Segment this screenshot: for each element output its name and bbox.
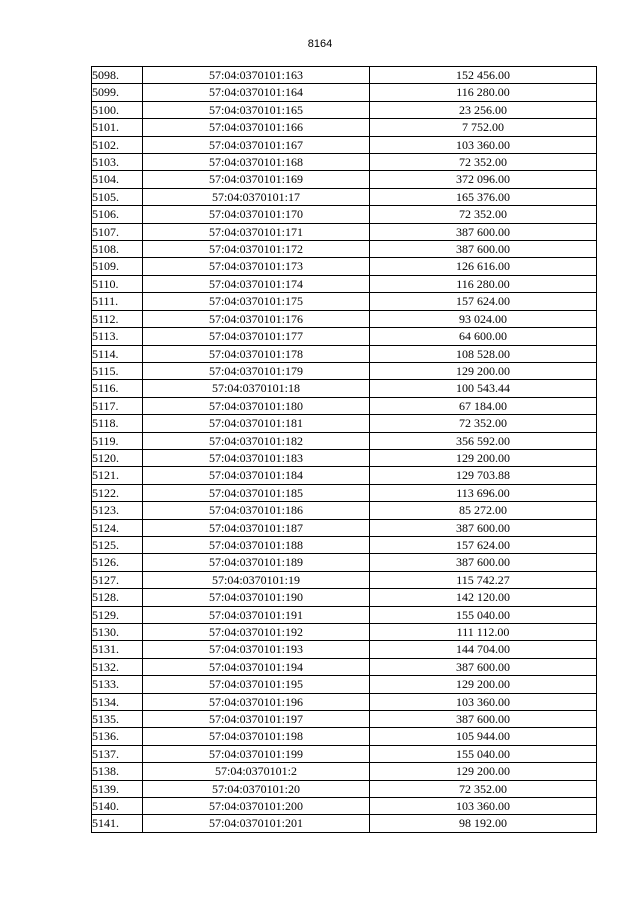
row-number-cell: 5136. [92,728,143,745]
row-number-cell: 5124. [92,519,143,536]
cadastral-value-cell: 103 360.00 [370,136,597,153]
cadastral-number-cell: 57:04:0370101:188 [143,536,370,553]
cadastral-value-cell: 7 752.00 [370,119,597,136]
cadastral-number-cell: 57:04:0370101:186 [143,502,370,519]
cadastral-number-cell: 57:04:0370101:191 [143,606,370,623]
table-row [92,293,597,310]
cadastral-value-cell: 157 624.00 [370,536,597,553]
row-number-cell: 5112. [92,310,143,327]
table-row [92,188,597,205]
row-number-cell: 5115. [92,362,143,379]
cadastral-number-cell: 57:04:0370101:167 [143,136,370,153]
table-row [92,345,597,362]
cadastral-value-cell: 108 528.00 [370,345,597,362]
cadastral-value-cell: 113 696.00 [370,484,597,501]
table-row [92,502,597,519]
cadastral-number-cell: 57:04:0370101:185 [143,484,370,501]
cadastral-value-cell: 93 024.00 [370,310,597,327]
table-row [92,415,597,432]
cadastral-number-cell: 57:04:0370101:171 [143,223,370,240]
row-number-cell: 5140. [92,798,143,815]
row-number-cell: 5121. [92,467,143,484]
row-number-cell: 5113. [92,328,143,345]
table-row [92,84,597,101]
cadastral-number-cell: 57:04:0370101:195 [143,676,370,693]
table-row [92,624,597,641]
cadastral-number-cell: 57:04:0370101:182 [143,432,370,449]
table-row [92,362,597,379]
cadastral-number-cell: 57:04:0370101:184 [143,467,370,484]
cadastral-value-cell: 116 280.00 [370,275,597,292]
cadastral-number-cell: 57:04:0370101:194 [143,658,370,675]
table-row [92,397,597,414]
table-row [92,101,597,118]
table-row [92,275,597,292]
table-body [92,67,597,833]
cadastral-number-cell: 57:04:0370101:178 [143,345,370,362]
cadastral-number-cell: 57:04:0370101:189 [143,554,370,571]
cadastral-number-cell: 57:04:0370101:200 [143,798,370,815]
table-row [92,449,597,466]
cadastral-number-cell: 57:04:0370101:190 [143,589,370,606]
cadastral-value-cell: 387 600.00 [370,554,597,571]
cadastral-number-cell: 57:04:0370101:183 [143,449,370,466]
table-row [92,658,597,675]
row-number-cell: 5131. [92,641,143,658]
row-number-cell: 5114. [92,345,143,362]
row-number-cell: 5122. [92,484,143,501]
table-row [92,258,597,275]
cadastral-number-cell: 57:04:0370101:198 [143,728,370,745]
row-number-cell: 5127. [92,571,143,588]
table-row [92,536,597,553]
cadastral-number-cell: 57:04:0370101:19 [143,571,370,588]
table-row [92,745,597,762]
cadastral-value-cell: 72 352.00 [370,415,597,432]
cadastral-value-cell: 142 120.00 [370,589,597,606]
cadastral-value-cell: 126 616.00 [370,258,597,275]
cadastral-number-cell: 57:04:0370101:193 [143,641,370,658]
row-number-cell: 5105. [92,188,143,205]
row-number-cell: 5129. [92,606,143,623]
cadastral-number-cell: 57:04:0370101:187 [143,519,370,536]
cadastral-value-cell: 129 703.88 [370,467,597,484]
row-number-cell: 5107. [92,223,143,240]
table-row [92,693,597,710]
row-number-cell: 5098. [92,67,143,84]
table-row [92,728,597,745]
table-row [92,171,597,188]
row-number-cell: 5126. [92,554,143,571]
cadastral-number-cell: 57:04:0370101:164 [143,84,370,101]
cadastral-number-cell: 57:04:0370101:168 [143,154,370,171]
table-row [92,310,597,327]
row-number-cell: 5138. [92,763,143,780]
cadastral-number-cell: 57:04:0370101:20 [143,780,370,797]
row-number-cell: 5137. [92,745,143,762]
cadastral-value-cell: 72 352.00 [370,206,597,223]
row-number-cell: 5139. [92,780,143,797]
table-row [92,711,597,728]
row-number-cell: 5119. [92,432,143,449]
table-row [92,467,597,484]
row-number-cell: 5132. [92,658,143,675]
cadastral-value-cell: 155 040.00 [370,606,597,623]
cadastral-value-cell: 387 600.00 [370,711,597,728]
table-row [92,763,597,780]
row-number-cell: 5111. [92,293,143,310]
cadastral-value-cell: 100 543.44 [370,380,597,397]
cadastral-value-cell: 72 352.00 [370,154,597,171]
cadastral-number-cell: 57:04:0370101:196 [143,693,370,710]
cadastral-number-cell: 57:04:0370101:181 [143,415,370,432]
row-number-cell: 5118. [92,415,143,432]
row-number-cell: 5108. [92,241,143,258]
table-row [92,241,597,258]
cadastral-value-cell: 152 456.00 [370,67,597,84]
cadastral-number-cell: 57:04:0370101:199 [143,745,370,762]
row-number-cell: 5125. [92,536,143,553]
cadastral-value-cell: 129 200.00 [370,763,597,780]
table-row [92,328,597,345]
row-number-cell: 5099. [92,84,143,101]
table-row [92,484,597,501]
table-row [92,571,597,588]
cadastral-value-cell: 103 360.00 [370,693,597,710]
cadastral-number-cell: 57:04:0370101:201 [143,815,370,832]
table-row [92,154,597,171]
table-row [92,136,597,153]
row-number-cell: 5135. [92,711,143,728]
cadastral-number-cell: 57:04:0370101:176 [143,310,370,327]
row-number-cell: 5116. [92,380,143,397]
row-number-cell: 5120. [92,449,143,466]
row-number-cell: 5123. [92,502,143,519]
cadastral-value-cell: 144 704.00 [370,641,597,658]
cadastral-value-cell: 103 360.00 [370,798,597,815]
cadastral-value-cell: 129 200.00 [370,676,597,693]
table-row [92,519,597,536]
row-number-cell: 5134. [92,693,143,710]
cadastral-value-cell: 387 600.00 [370,519,597,536]
table-row [92,380,597,397]
cadastral-value-table [91,66,597,833]
row-number-cell: 5109. [92,258,143,275]
cadastral-number-cell: 57:04:0370101:2 [143,763,370,780]
cadastral-value-cell: 129 200.00 [370,449,597,466]
row-number-cell: 5100. [92,101,143,118]
cadastral-number-cell: 57:04:0370101:170 [143,206,370,223]
cadastral-number-cell: 57:04:0370101:179 [143,362,370,379]
row-number-cell: 5141. [92,815,143,832]
row-number-cell: 5117. [92,397,143,414]
cadastral-number-cell: 57:04:0370101:180 [143,397,370,414]
cadastral-number-cell: 57:04:0370101:166 [143,119,370,136]
row-number-cell: 5128. [92,589,143,606]
row-number-cell: 5103. [92,154,143,171]
table-row [92,589,597,606]
cadastral-number-cell: 57:04:0370101:165 [143,101,370,118]
cadastral-value-cell: 157 624.00 [370,293,597,310]
cadastral-value-cell: 72 352.00 [370,780,597,797]
table-row [92,798,597,815]
cadastral-number-cell: 57:04:0370101:177 [143,328,370,345]
table-row [92,780,597,797]
cadastral-number-cell: 57:04:0370101:163 [143,67,370,84]
cadastral-number-cell: 57:04:0370101:18 [143,380,370,397]
cadastral-value-cell: 111 112.00 [370,624,597,641]
cadastral-value-cell: 356 592.00 [370,432,597,449]
cadastral-value-cell: 64 600.00 [370,328,597,345]
table-row [92,606,597,623]
table-row [92,206,597,223]
cadastral-value-cell: 85 272.00 [370,502,597,519]
row-number-cell: 5102. [92,136,143,153]
cadastral-value-cell: 387 600.00 [370,223,597,240]
cadastral-value-cell: 387 600.00 [370,241,597,258]
table-row [92,432,597,449]
page-number: 8164 [307,38,333,50]
row-number-cell: 5130. [92,624,143,641]
row-number-cell: 5110. [92,275,143,292]
row-number-cell: 5101. [92,119,143,136]
cadastral-value-cell: 165 376.00 [370,188,597,205]
cadastral-value-cell: 129 200.00 [370,362,597,379]
cadastral-number-cell: 57:04:0370101:169 [143,171,370,188]
cadastral-value-cell: 67 184.00 [370,397,597,414]
cadastral-number-cell: 57:04:0370101:175 [143,293,370,310]
table-row [92,223,597,240]
table-row [92,676,597,693]
cadastral-number-cell: 57:04:0370101:172 [143,241,370,258]
cadastral-value-cell: 105 944.00 [370,728,597,745]
cadastral-number-cell: 57:04:0370101:192 [143,624,370,641]
cadastral-value-cell: 372 096.00 [370,171,597,188]
cadastral-value-cell: 116 280.00 [370,84,597,101]
table-row [92,554,597,571]
cadastral-value-cell: 155 040.00 [370,745,597,762]
cadastral-value-cell: 23 256.00 [370,101,597,118]
table-row [92,815,597,832]
cadastral-value-cell: 98 192.00 [370,815,597,832]
cadastral-value-cell: 115 742.27 [370,571,597,588]
cadastral-number-cell: 57:04:0370101:197 [143,711,370,728]
row-number-cell: 5106. [92,206,143,223]
cadastral-number-cell: 57:04:0370101:174 [143,275,370,292]
cadastral-value-cell: 387 600.00 [370,658,597,675]
row-number-cell: 5133. [92,676,143,693]
table-row [92,641,597,658]
table-row [92,119,597,136]
cadastral-number-cell: 57:04:0370101:17 [143,188,370,205]
row-number-cell: 5104. [92,171,143,188]
table-row [92,67,597,84]
cadastral-number-cell: 57:04:0370101:173 [143,258,370,275]
